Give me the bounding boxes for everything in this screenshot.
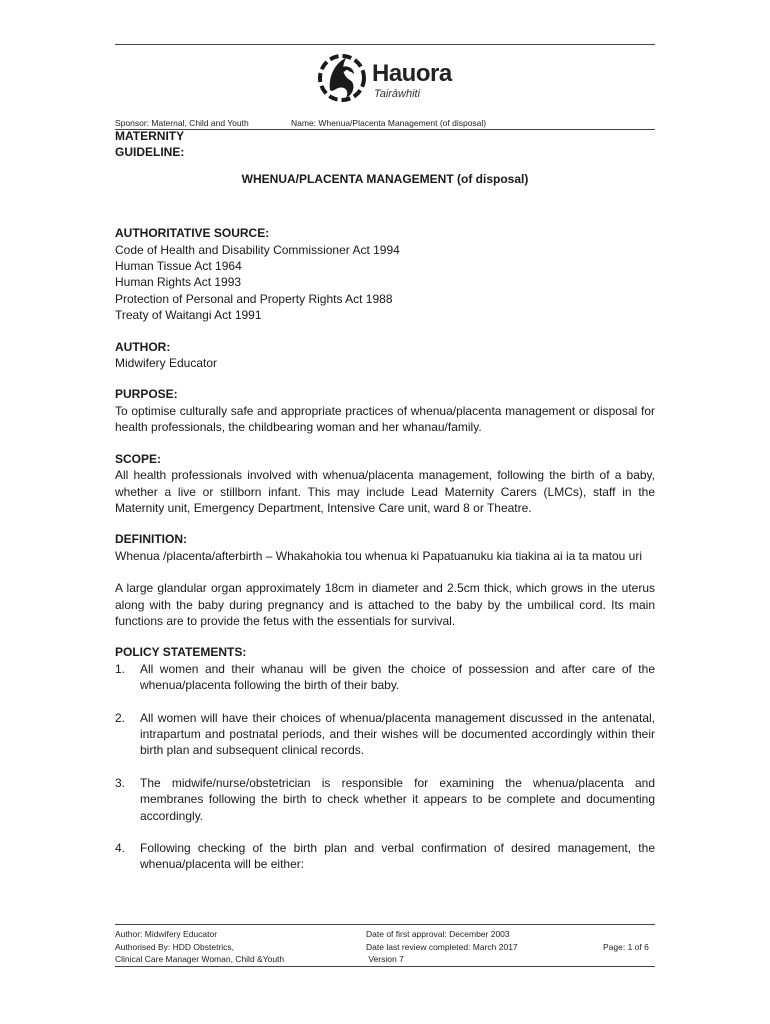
footer-divider-bottom [115, 966, 655, 967]
hauora-tairawhiti-logo-icon [316, 50, 370, 106]
policy-text: All women and their whanau will be given the choice of possession and after care of the whenua/placenta following the birth of their baby. [140, 661, 655, 693]
policy-item [115, 710, 655, 759]
source-item: Human Tissue Act 1964 [115, 259, 242, 274]
definition-heading: DEFINITION: [115, 532, 187, 547]
source-item: Human Rights Act 1993 [115, 275, 242, 290]
policy-heading: POLICY STATEMENTS: [115, 645, 247, 660]
footer-page-number: Page: 1 of 6 [603, 942, 649, 952]
author-text: Midwifery Educator [115, 356, 218, 371]
footer-version: Version 7 [366, 954, 404, 964]
policy-number: 3. [115, 775, 126, 790]
definition-section [115, 531, 655, 629]
document-name-text: Name: Whenua/Placenta Management (of disposal) [291, 118, 487, 128]
policy-number: 1. [115, 661, 126, 676]
policy-section [115, 644, 655, 872]
footer-middle [366, 928, 518, 966]
policy-text: All women will have their choices of whenua/placenta management discussed in the antenatal, intrapartum and postnatal periods, and their wishes will be documented accordingly within their birth plan and subsequent clinical records. [140, 710, 655, 758]
author-section [115, 339, 655, 372]
organisation-logo [316, 50, 466, 106]
policy-item [115, 775, 655, 824]
authoritative-source-heading: AUTHORITATIVE SOURCE: [115, 226, 270, 241]
purpose-heading: PURPOSE: [115, 387, 178, 402]
policy-text: The midwife/nurse/obstetrician is responsible for examining the whenua/placenta and membranes following the birth to check whether it appears to be complete and documenting accordingly. [140, 775, 655, 823]
guideline-label-line2: GUIDELINE: [115, 145, 185, 160]
scope-heading: SCOPE: [115, 451, 162, 466]
purpose-section [115, 386, 655, 435]
authoritative-source-section [115, 225, 655, 323]
footer-last-review: Date last review completed: March 2017 [366, 941, 518, 952]
source-item: Protection of Personal and Property Rights Act 1988 [115, 291, 393, 306]
footer-manager: Clinical Care Manager Woman, Child &Youth [115, 954, 285, 964]
page-title: WHENUA/PLACENTA MANAGEMENT (of disposal) [241, 171, 529, 186]
definition-text-maori: Whenua /placenta/afterbirth – Whakahokia tou whenua ki Papatuanuku kia tiakina ai ia ta matou uri [115, 548, 642, 563]
purpose-text: To optimise culturally safe and appropriate practices of whenua/placenta management or disposal for health professionals, the childbearing woman and her whanau/family. [115, 403, 655, 435]
policy-list [115, 661, 655, 873]
main-content [115, 128, 655, 889]
policy-number: 4. [115, 841, 126, 855]
footer-author: Author: Midwifery Educator [115, 929, 218, 939]
policy-text: Following checking of the birth plan and verbal confirmation of desired management, the whenua/placenta will be either: [140, 841, 655, 872]
sponsor-text: Sponsor: Maternal, Child and Youth [115, 118, 249, 128]
logo-name: Hauora [372, 60, 452, 87]
footer-authorised: Authorised By: HDD Obstetrics, [115, 941, 235, 952]
definition-text: A large glandular organ approximately 18cm in diameter and 2.5cm thick, which grows in the uterus along with the baby during pregnancy and is attached to the baby by the umbilical cord. Its main functions are to provide the fetus with the essentials for survival. [115, 581, 655, 628]
scope-text: All health professionals involved with whenua/placenta management, following the birth of a baby, whether a live or stillborn infant. This may include Lead Maternity Carers (LMCs), staff in the Maternity unit, Emergency Department, Intensive Care unit, ward 8 or Theatre. [115, 468, 655, 515]
guideline-label-line1: MATERNITY [115, 129, 185, 143]
author-heading: AUTHOR: [115, 339, 171, 354]
policy-item [115, 840, 655, 873]
policy-item [115, 661, 655, 694]
policy-number: 2. [115, 710, 126, 725]
footer-left [115, 928, 284, 966]
source-item: Treaty of Waitangi Act 1991 [115, 308, 262, 323]
footer-divider-top [115, 924, 655, 925]
footer-first-approval: Date of first approval: December 2003 [366, 929, 510, 939]
top-divider [115, 44, 655, 45]
scope-section [115, 451, 655, 517]
logo-subname: Tairāwhiti [374, 88, 421, 100]
source-item: Code of Health and Disability Commissioner Act 1994 [115, 242, 400, 257]
